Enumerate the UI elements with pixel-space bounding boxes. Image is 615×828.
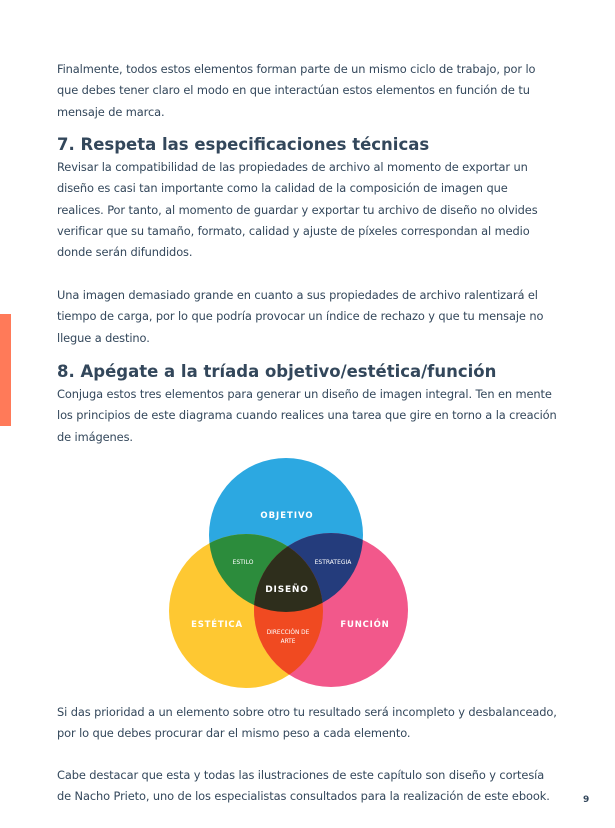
section-7-paragraph-2: Una imagen demasiado grande en cuanto a sus propiedades de archivo ralentizará el tiempo de carga, por lo que podría provocar un índice de rechazo y que tu mensaje no llegue a destino. (57, 288, 544, 345)
estetica-label: ESTÉTICA (191, 620, 243, 630)
page-number: 9 (583, 795, 590, 805)
objetivo-label: OBJETIVO (260, 511, 314, 521)
estilo-label: ESTILO (232, 559, 254, 566)
closing-paragraph-2: Cabe destacar que esta y todas las ilustraciones de este capítulo son diseño y cortesía de Nacho Prieto, uno de los especialistas consultados para la realización de este ebook. (57, 768, 550, 804)
direccion-label-line1: DIRECCIÓN DE (266, 630, 310, 636)
direccion-label-line2: ARTE (280, 639, 296, 645)
side-accent-tab (0, 314, 11, 426)
venn-diagram (165, 455, 411, 691)
diseno-label: DISEÑO (265, 585, 309, 595)
section-7-paragraph-1: Revisar la compatibilidad de las propiedades de archivo al momento de exportar un diseño es casi tan importante como la calidad de la composición de imagen que realices. Por tanto, al momento de guardar y exportar tu archivo de diseño no olvides verificar que su tamaño, formato, calidad y ajuste de píxeles correspondan al medio donde serán difundidos. (57, 160, 538, 260)
closing-paragraph-1: Si das prioridad a un elemento sobre otro tu resultado será incompleto y desbalanceado, por lo que debes procurar dar el mismo peso a cada elemento. (57, 705, 557, 741)
funcion-label: FUNCIÓN (340, 620, 390, 630)
section-8-heading: 8. Apégate a la tríada objetivo/estética/función (57, 362, 497, 381)
estrategia-label: ESTRATEGIA (314, 559, 352, 566)
intro-paragraph: Finalmente, todos estos elementos forman parte de un mismo ciclo de trabajo, por lo que debes tener claro el modo en que interactúan estos elementos en función de tu mensaje de marca. (57, 62, 536, 119)
section-7-heading: 7. Respeta las especificaciones técnicas (57, 135, 430, 154)
section-8-paragraph: Conjuga estos tres elementos para generar un diseño de imagen integral. Ten en mente los principios de este diagrama cuando realices una tarea que gire en torno a la creación de imágenes. (57, 387, 557, 444)
